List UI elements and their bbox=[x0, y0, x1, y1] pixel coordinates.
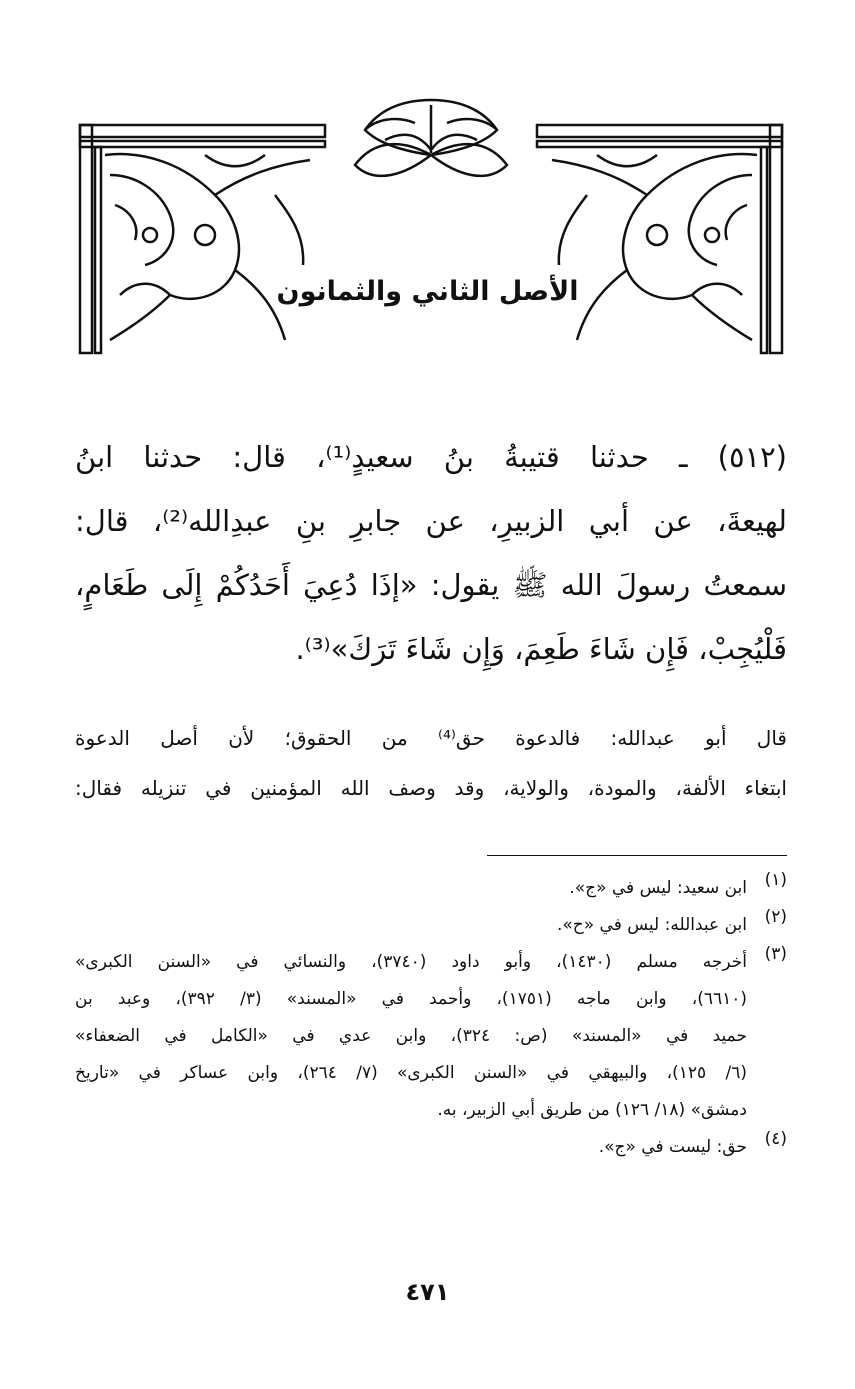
commentary-line: قال أبو عبدالله: فالدعوة حق⁽⁴⁾ من الحقوق؛ لأن أصل الدعوة bbox=[75, 726, 787, 750]
hadith-line: (٥١٢) ـ حدثنا قتيبةُ بنُ سعيدٍ⁽¹⁾، قال: حدثنا ابنُ bbox=[75, 440, 787, 474]
top-border-right bbox=[537, 125, 782, 147]
footnote-line: دمشق» (١٨/ ١٢٦) من طريق أبي الزبير، به. bbox=[437, 1100, 747, 1120]
commentary bbox=[75, 713, 787, 813]
center-rosette-ornament bbox=[355, 100, 507, 176]
footnotes bbox=[75, 870, 787, 1166]
left-border bbox=[80, 125, 101, 353]
footnote-line: ابن سعيد: ليس في «ج». bbox=[569, 878, 747, 898]
footnote-item bbox=[75, 1129, 787, 1166]
commentary-line: ابتغاء الألفة، والمودة، والولاية، وقد وصف الله المؤمنين في تنزيله فقال: bbox=[75, 776, 787, 800]
footnote-number: (٣) bbox=[764, 944, 787, 964]
footnote-line: أخرجه مسلم (١٤٣٠)، وأبو داود (٣٧٤٠)، والنسائي في «السنن الكبرى» bbox=[75, 952, 747, 972]
footnote-item bbox=[75, 870, 787, 907]
top-border-left bbox=[80, 125, 325, 147]
footnote-separator bbox=[487, 855, 787, 856]
footnote-line: (٦/ ١٢٥)، والبيهقي في «السنن الكبرى» (٧/ ٢٦٤)، وابن عساكر في «تاريخ bbox=[75, 1063, 747, 1083]
ornamental-frame bbox=[75, 95, 787, 357]
hadith-text bbox=[75, 425, 787, 681]
footnote-number: (٤) bbox=[764, 1129, 787, 1149]
footnote-item bbox=[75, 944, 787, 1129]
hadith-line: فَلْيُجِبْ، فَإِن شَاءَ طَعِمَ، وَإِن شَاءَ تَرَكَ»⁽³⁾. bbox=[295, 632, 787, 666]
hadith-line: سمعتُ رسولَ الله ﷺ يقول: «إذَا دُعِيَ أَحَدُكُمْ إِلَى طَعَامٍ، bbox=[75, 568, 787, 602]
right-border bbox=[761, 125, 782, 353]
footnote-item bbox=[75, 907, 787, 944]
hadith-line: لهيعةَ، عن أبي الزبيرِ، عن جابرِ بنِ عبدِالله⁽²⁾، قال: bbox=[75, 504, 787, 538]
footnote-line: ابن عبدالله: ليس في «ح». bbox=[556, 915, 747, 935]
footnote-number: (١) bbox=[764, 870, 787, 890]
chapter-title: الأصل الثاني والثمانون bbox=[276, 276, 579, 307]
footnote-line: حميد في «المسند» (ص: ٣٢٤)، وابن عدي في «الكامل في الضعفاء» bbox=[75, 1026, 747, 1046]
footnote-line: (٦٦١٠)، وابن ماجه (١٧٥١)، وأحمد في «المسند» (٣/ ٣٩٢)، وعبد بن bbox=[75, 989, 747, 1009]
footnote-number: (٢) bbox=[764, 907, 787, 927]
page-number: ٤٧١ bbox=[405, 1278, 450, 1306]
footnote-line: حق: ليست في «ج». bbox=[598, 1137, 747, 1157]
